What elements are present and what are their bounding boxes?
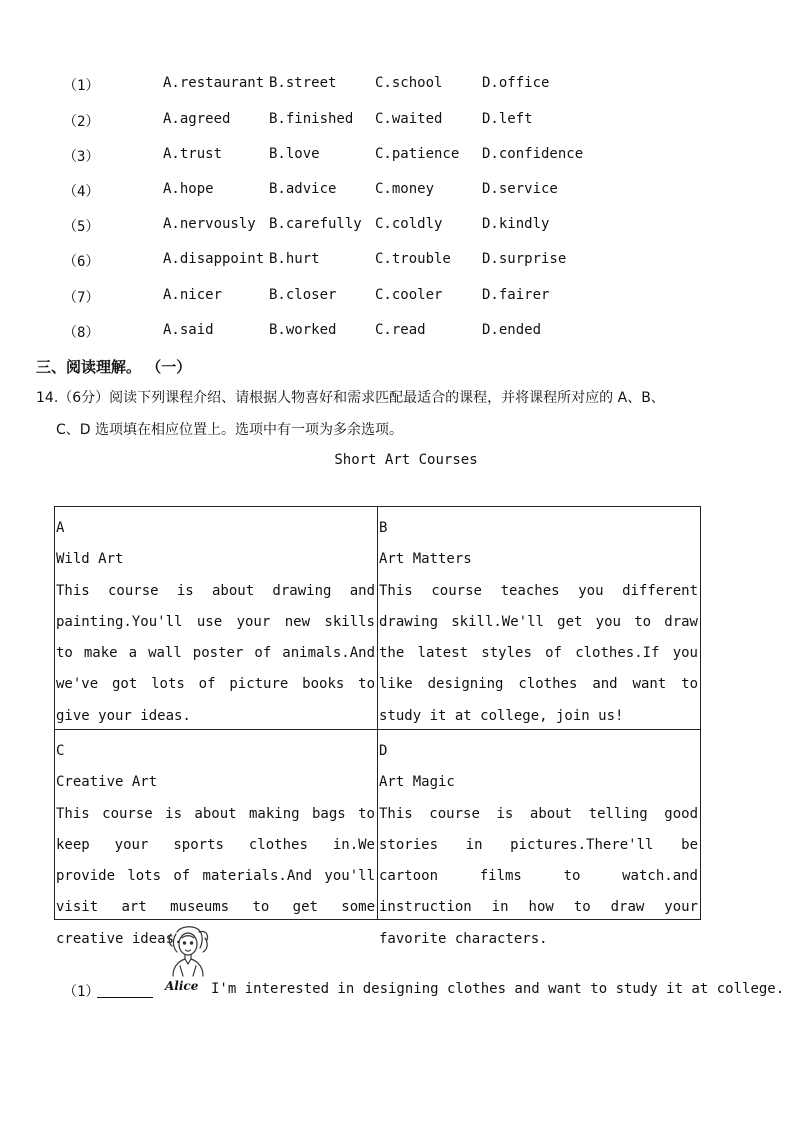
option-row bbox=[0, 216, 794, 238]
option-d: D.confidence bbox=[482, 146, 584, 162]
course-name: Art Matters bbox=[379, 551, 472, 568]
option-d: D.fairer bbox=[482, 287, 550, 303]
course-name: Creative Art bbox=[56, 774, 158, 791]
answer-number: （1） bbox=[63, 984, 100, 1000]
course-cell-b bbox=[378, 507, 700, 730]
option-a: A.hope bbox=[163, 181, 214, 197]
option-number: （6） bbox=[63, 254, 100, 270]
course-letter: D bbox=[379, 743, 388, 759]
option-c: C.waited bbox=[375, 111, 443, 127]
course-description: This course teaches you different drawing skill.We'll get you to draw the latest styles of clothes.If you like designing clothes and want to study it at college, join us! bbox=[379, 582, 698, 724]
option-number: （5） bbox=[63, 219, 100, 235]
option-b: B.love bbox=[269, 146, 320, 162]
option-a: A.nervously bbox=[163, 216, 256, 232]
course-cell-d bbox=[378, 730, 700, 947]
courses-title: Short Art Courses bbox=[334, 452, 478, 468]
option-d: D.surprise bbox=[482, 251, 567, 267]
answer-row bbox=[63, 981, 783, 1005]
alice-name-label: Alice bbox=[165, 979, 199, 993]
course-description: This course is about making bags to keep your sports clothes in.We provide lots of materials.And you'll visit art museums to get some creative ideas. bbox=[56, 805, 375, 947]
alice-statement: I'm interested in designing clothes and want to study it at college. bbox=[211, 981, 785, 997]
option-row bbox=[0, 181, 794, 203]
option-a: A.trust bbox=[163, 146, 223, 162]
option-a: A.disappoint bbox=[163, 251, 265, 267]
option-b: B.street bbox=[269, 75, 337, 91]
course-name: Wild Art bbox=[56, 551, 124, 568]
option-d: D.kindly bbox=[482, 216, 550, 232]
option-number: （7） bbox=[63, 290, 100, 306]
option-c: C.read bbox=[375, 322, 426, 338]
option-c: C.trouble bbox=[375, 251, 451, 267]
option-a: A.restaurant bbox=[163, 75, 265, 91]
course-letter: C bbox=[56, 743, 65, 759]
answer-blank[interactable] bbox=[97, 997, 153, 998]
course-description: This course is about telling good stories in pictures.There'll be cartoon films to watch.and instruction in how to draw your favorite characters. bbox=[379, 805, 698, 947]
option-c: C.money bbox=[375, 181, 435, 197]
alice-portrait-icon bbox=[163, 924, 213, 978]
option-number: （2） bbox=[63, 114, 100, 130]
option-a: A.agreed bbox=[163, 111, 231, 127]
option-row bbox=[0, 322, 794, 344]
option-c: C.coldly bbox=[375, 216, 443, 232]
course-table bbox=[54, 506, 701, 947]
option-c: C.cooler bbox=[375, 287, 443, 303]
option-number: （4） bbox=[63, 184, 100, 200]
course-name: Art Magic bbox=[379, 774, 455, 791]
option-row bbox=[0, 287, 794, 309]
course-description: This course is about drawing and painting.You'll use your new skills to make a wall poster of animals.And we've got lots of picture books to give your ideas. bbox=[56, 582, 375, 724]
option-row bbox=[0, 146, 794, 168]
option-number: （8） bbox=[63, 325, 100, 341]
option-row bbox=[0, 111, 794, 133]
course-cell-a bbox=[55, 507, 378, 730]
option-b: B.carefully bbox=[269, 216, 362, 232]
option-d: D.left bbox=[482, 111, 533, 127]
option-b: B.hurt bbox=[269, 251, 320, 267]
question-instructions-line1: 14.（6分）阅读下列课程介绍、请根据人物喜好和需求匹配最适合的课程，并将课程所对应的 A、B、 bbox=[36, 390, 665, 406]
option-b: B.advice bbox=[269, 181, 337, 197]
option-row bbox=[0, 251, 794, 273]
course-cell-c bbox=[55, 730, 378, 947]
option-a: A.said bbox=[163, 322, 214, 338]
option-c: C.school bbox=[375, 75, 443, 91]
section-title: 三、阅读理解。 （一） bbox=[36, 358, 192, 376]
option-row bbox=[0, 75, 794, 97]
course-letter: A bbox=[56, 520, 65, 536]
option-b: B.closer bbox=[269, 287, 337, 303]
course-letter: B bbox=[379, 520, 388, 536]
option-a: A.nicer bbox=[163, 287, 223, 303]
option-b: B.worked bbox=[269, 322, 337, 338]
option-number: （3） bbox=[63, 149, 100, 165]
option-number: （1） bbox=[63, 78, 100, 94]
option-d: D.service bbox=[482, 181, 558, 197]
option-d: D.ended bbox=[482, 322, 542, 338]
option-d: D.office bbox=[482, 75, 550, 91]
question-instructions-line2: C、D 选项填在相应位置上。选项中有一项为多余选项。 bbox=[56, 422, 404, 438]
option-b: B.finished bbox=[269, 111, 354, 127]
option-c: C.patience bbox=[375, 146, 460, 162]
